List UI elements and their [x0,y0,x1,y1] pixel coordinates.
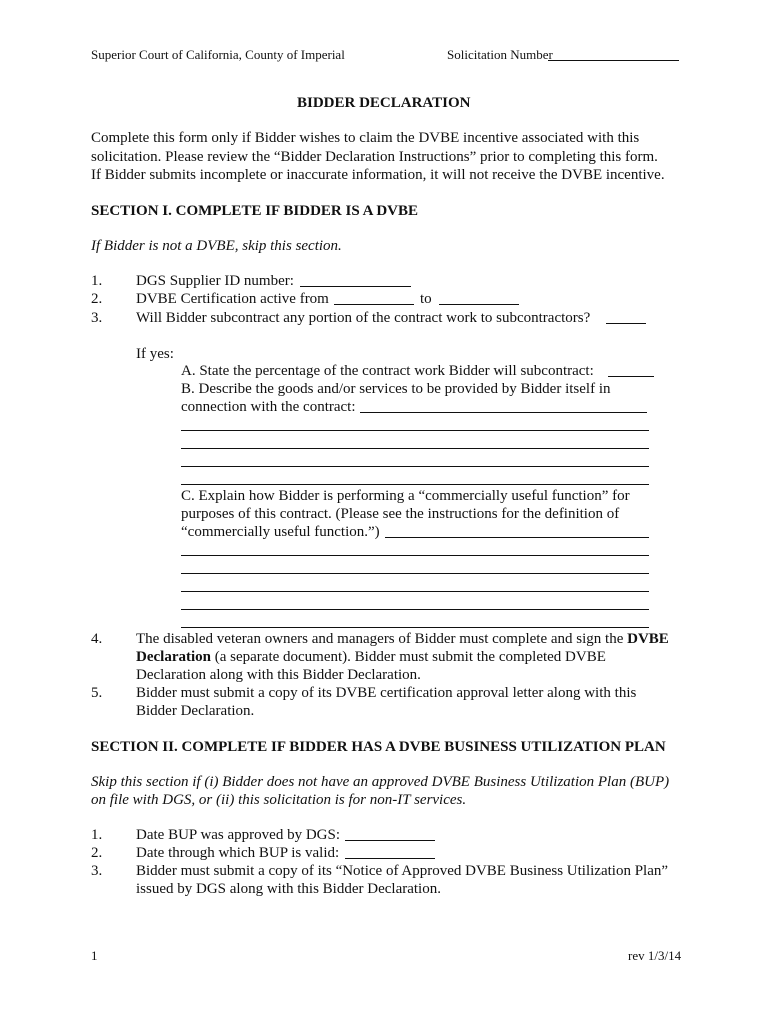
sub-a-text: A. State the percentage of the contract work Bidder will subcontract: [181,363,594,379]
if-yes-label: If yes: [136,346,174,362]
section-2-skip-line-2: on file with DGS, or (ii) this solicitation is for non-IT services. [91,792,467,808]
section-2-skip-line-1: Skip this section if (i) Bidder does not have an approved DVBE Business Utilization Plan (BUP) [91,774,670,790]
bup-notice-line-2: issued by DGS along with this Bidder Declaration. [136,881,441,897]
subcontract-answer-field[interactable] [606,323,646,324]
commercially-useful-field[interactable] [181,627,649,628]
page-number: 1 [91,948,98,963]
item-number: 2. [91,291,103,307]
sub-b-line-2: connection with the contract: [181,399,356,415]
sub-c-line-2: purposes of this contract. (Please see the instructions for the definition of [181,506,620,522]
item-number: 1. [91,273,103,289]
intro-line-2: solicitation. Please review the “Bidder Declaration Instructions” prior to completing this form. [91,149,658,165]
sub-c-line-3: “commercially useful function.”) [181,524,380,540]
certification-active-label: DVBE Certification active from [136,291,329,307]
certification-from-field[interactable] [334,304,414,305]
solicitation-number-field[interactable] [548,60,679,61]
item-number: 2. [91,845,103,861]
item-5-line-2: Bidder Declaration. [136,703,255,719]
goods-services-field[interactable] [181,466,649,467]
bup-approved-label: Date BUP was approved by DGS: [136,827,341,843]
certification-to-field[interactable] [439,304,519,305]
commercially-useful-field[interactable] [181,591,649,592]
item-5-line-1: Bidder must submit a copy of its DVBE certification approval letter along with this [136,685,637,701]
commercially-useful-field[interactable] [181,573,649,574]
goods-services-field[interactable] [181,448,649,449]
subcontract-percentage-field[interactable] [608,376,654,377]
solicitation-number-label: Solicitation Number [447,47,553,62]
goods-services-field[interactable] [181,484,649,485]
page-title: BIDDER DECLARATION [297,95,471,111]
bup-valid-date-field[interactable] [345,858,435,859]
bup-notice-line-1: Bidder must submit a copy of its “Notice of Approved DVBE Business Utilization Plan” [136,863,669,879]
goods-services-field[interactable] [181,430,649,431]
item-number: 3. [91,863,103,879]
commercially-useful-field[interactable] [181,555,649,556]
supplier-id-label: DGS Supplier ID number: [136,273,294,289]
court-name: Superior Court of California, County of Imperial [91,47,345,62]
intro-line-1: Complete this form only if Bidder wishes to claim the DVBE incentive associated with this [91,130,640,146]
item-4-line-3: Declaration along with this Bidder Declaration. [136,667,421,683]
certification-to-label: to [420,291,432,307]
item-4-line-2: Declaration (a separate document). Bidder must submit the completed DVBE [136,649,606,665]
item-number: 3. [91,310,103,326]
revision-label: rev 1/3/14 [628,948,682,963]
bup-valid-label: Date through which BUP is valid: [136,845,340,861]
section-1-skip-note: If Bidder is not a DVBE, skip this section. [91,238,342,254]
intro-line-3: If Bidder submits incomplete or inaccurate information, it will not receive the DVBE incentive. [91,167,665,183]
sub-c-line-1: C. Explain how Bidder is performing a “commercially useful function” for [181,488,630,504]
supplier-id-field[interactable] [300,286,411,287]
subcontract-question: Will Bidder subcontract any portion of the contract work to subcontractors? [136,310,591,326]
item-4-line-1: The disabled veteran owners and managers of Bidder must complete and sign the DVBE [136,631,669,647]
commercially-useful-field[interactable] [385,537,649,538]
item-number: 5. [91,685,103,701]
sub-b-line-1: B. Describe the goods and/or services to be provided by Bidder itself in [181,381,611,397]
bup-approved-date-field[interactable] [345,840,435,841]
goods-services-field[interactable] [360,412,647,413]
item-number: 1. [91,827,103,843]
commercially-useful-field[interactable] [181,609,649,610]
section-1-heading: SECTION I. COMPLETE IF BIDDER IS A DVBE [91,203,419,219]
item-number: 4. [91,631,103,647]
section-2-heading: SECTION II. COMPLETE IF BIDDER HAS A DVBE BUSINESS UTILIZATION PLAN [91,739,666,755]
